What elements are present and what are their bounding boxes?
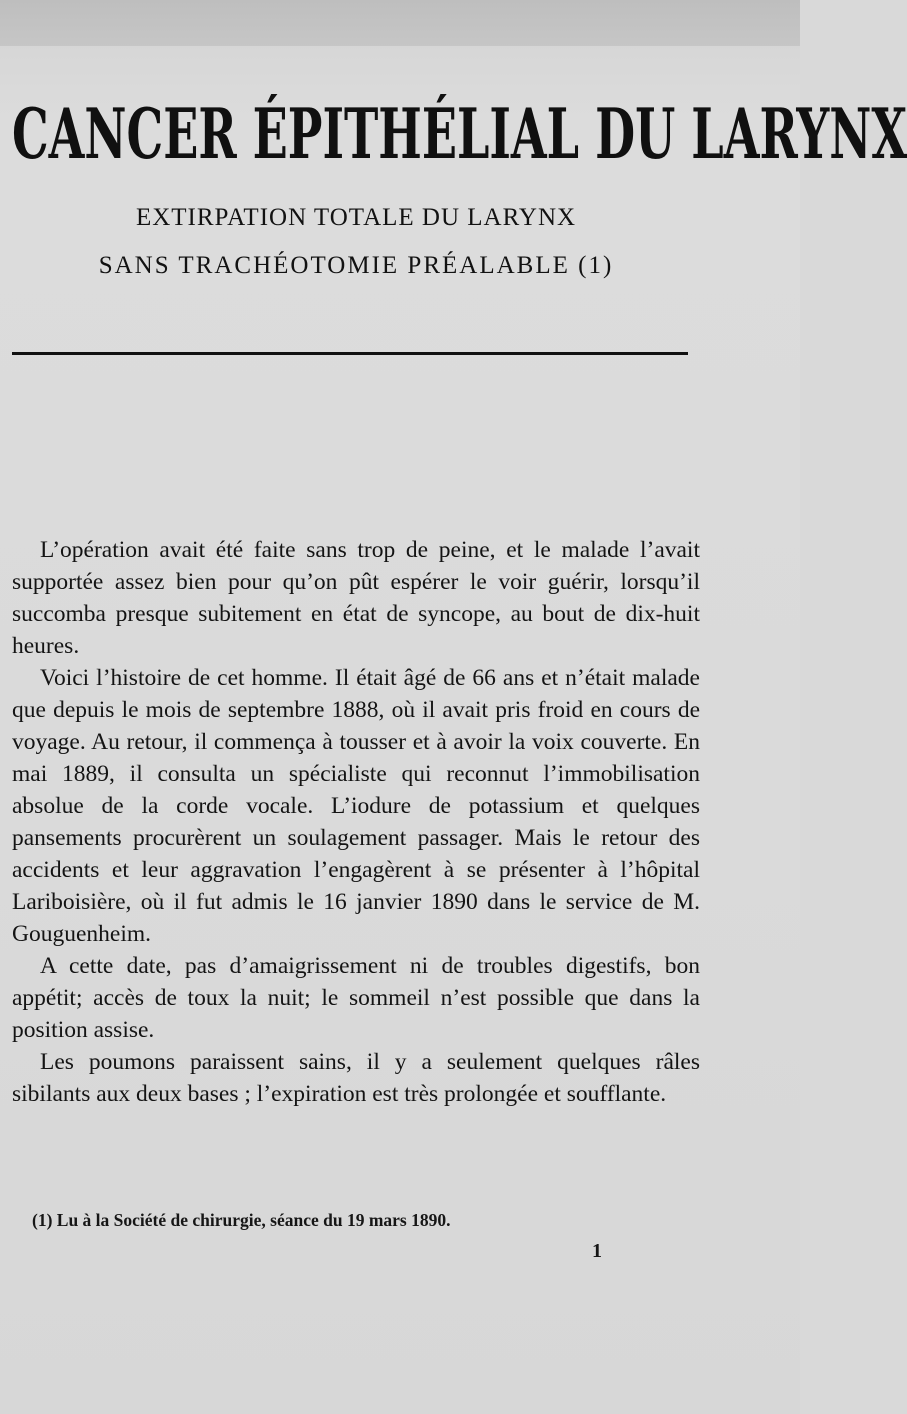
paragraph: L’opération avait été faite sans trop de peine, et le malade l’avait supportée assez bien pour qu’on pût espérer le voir guérir, lorsqu’il succomba presque subitement en état de syncope, au bout de dix-huit heures. bbox=[12, 537, 700, 659]
page-number: 1 bbox=[592, 1240, 602, 1262]
body-text bbox=[12, 534, 700, 1110]
page-title: CANCER ÉPITHÉLIAL DU LARYNX bbox=[12, 94, 907, 176]
paragraph: Les poumons paraissent sains, il y a seulement quelques râles sibilants aux deux bases ; l’expiration est très prolongée et soufflante. bbox=[12, 1049, 700, 1107]
top-shadow bbox=[0, 0, 800, 46]
subtitle-line-2: SANS TRACHÉOTOMIE PRÉALABLE (1) bbox=[98, 252, 614, 279]
footnote: (1) Lu à la Société de chirurgie, séance du 19 mars 1890. bbox=[32, 1210, 451, 1230]
paragraph: A cette date, pas d’amaigrissement ni de troubles digestifs, bon appétit; accès de toux la nuit; le sommeil n’est possible que dans la position assise. bbox=[12, 953, 700, 1043]
section-divider bbox=[12, 352, 688, 355]
paragraph: Voici l’histoire de cet homme. Il était âgé de 66 ans et n’était malade que depuis le mois de septembre 1888, où il avait pris froid en cours de voyage. Au retour, il commença à tousser et à avoir la voix couverte. En mai 1889, il consulta un spécialiste qui reconnut l’immobilisation absolue de la corde vocale. L’iodure de potassium et quelques pansements procurèrent un soulagement passager. Mais le retour des accidents et leur aggravation l’engagèrent à se présenter à l’hôpital Lariboisière, où il fut admis le 16 janvier 1890 dans le service de M. Gouguenheim. bbox=[12, 665, 700, 947]
subtitle-line-1: EXTIRPATION TOTALE DU LARYNX bbox=[135, 204, 577, 231]
